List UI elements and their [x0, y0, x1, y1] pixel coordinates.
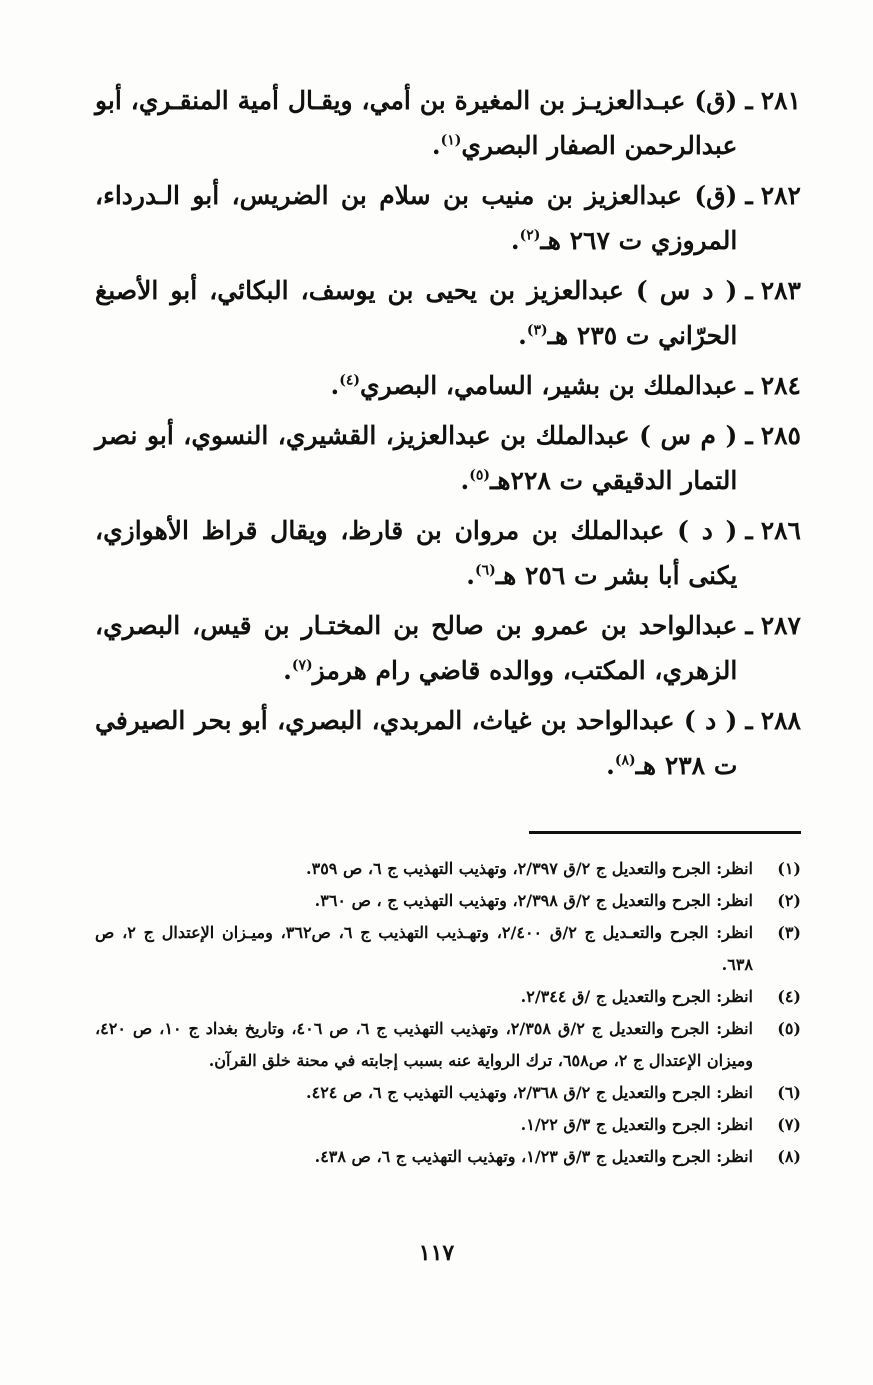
entry-text: عبدالواحد بن عمرو بن صالح بن المختـار بن قيس، البصري، الزهري، المكتب، ووالده قاضي رام هرمز: [95, 611, 738, 685]
entry-tail: .: [466, 561, 475, 590]
footnote-number: (١): [777, 859, 801, 878]
footnote-7: [95, 1109, 801, 1141]
entry-tail: .: [510, 226, 520, 255]
entry-dash: ـ: [745, 371, 753, 400]
entry-281: [95, 78, 801, 168]
entry-dash: ـ: [745, 706, 753, 735]
footnote-number: (٧): [777, 1115, 801, 1134]
entry-284: [95, 363, 801, 408]
entry-dash: ـ: [745, 276, 753, 305]
entry-283: [95, 268, 801, 358]
footnote-text: انظر: الجرح والتعـديل ج ٢/ق ٢/٤٠٠، وتهـذيب التهذيب ج ٦، ص٣٦٢، وميـزان الإعتدال ج ٢، ص ٦٣٨.: [95, 923, 754, 974]
footnote-number: (٨): [777, 1147, 801, 1166]
footnote-5: [95, 1013, 801, 1077]
entry-285: [95, 413, 801, 503]
entry-tail: .: [606, 751, 615, 780]
entry-text: (ق) عبـدالعزيـز بن المغيرة بن أمي، ويقـال أمية المنقـري، أبو عبدالرحمن الصفار البصري: [95, 86, 738, 160]
footnote-number: (٥): [777, 1019, 801, 1038]
entry-tail: .: [460, 466, 470, 495]
entry-text: عبدالملك بن بشير، السامي، البصري: [360, 371, 738, 400]
footnote-number: (٢): [777, 891, 801, 910]
entry-text-wrap: [95, 268, 737, 358]
entry-dash: ـ: [745, 611, 753, 640]
footnote-8: [95, 1141, 801, 1173]
footnote-text: انظر: الجرح والتعديل ج ٣/ق ١/٢٢.: [520, 1115, 753, 1134]
footnote-text: انظر: الجرح والتعديل ج ٣/ق ١/٢٣، وتهذيب التهذيب ج ٦، ص ٤٣٨.: [314, 1147, 753, 1166]
footnote-ref[interactable]: (٧): [291, 657, 313, 674]
entry-number: ٢٨٧: [760, 611, 801, 640]
entry-text-wrap: [95, 603, 737, 693]
entry-number: ٢٨٢: [760, 181, 801, 210]
footnote-text: انظر: الجرح والتعديل ج /ق ٢/٣٤٤.: [520, 987, 753, 1006]
entry-text: ( د ) عبدالملك بن مروان بن قارظ، ويقال قراظ الأهوازي، يكنى أبا بشر ت ٢٥٦ هـ: [95, 516, 738, 590]
page-number: ١١٧: [418, 1240, 455, 1266]
entry-282: [95, 173, 801, 263]
entry-tail: .: [330, 371, 340, 400]
entry-text-wrap: [95, 173, 737, 263]
footnote-4: [95, 981, 801, 1013]
footnote-ref[interactable]: (٨): [614, 752, 636, 769]
footnote-ref[interactable]: (٣): [526, 322, 548, 339]
entry-286: [95, 508, 801, 598]
entry-number: ٢٨٦: [760, 516, 801, 545]
footnote-ref[interactable]: (٦): [475, 562, 496, 579]
entry-text-wrap: [95, 413, 737, 503]
entry-text-wrap: [95, 508, 737, 598]
entry-tail: .: [431, 131, 441, 160]
entry-text: ( د ) عبدالواحد بن غياث، المربدي، البصري، أبو بحر الصيرفي ت ٢٣٨ هـ: [95, 706, 738, 780]
entry-number: ٢٨٥: [760, 421, 801, 450]
entry-number: ٢٨١: [760, 86, 801, 115]
entry-text-wrap: [95, 78, 737, 168]
footnote-ref[interactable]: (١): [440, 132, 462, 149]
footnote-3: [95, 917, 801, 981]
footnote-number: (٦): [777, 1083, 801, 1102]
footnote-text: انظر: الجرح والتعديل ج ٢/ق ٢/٣٩٨، وتهذيب التهذيب ج ، ص ٣٦٠.: [314, 891, 753, 910]
footnote-ref[interactable]: (٢): [519, 227, 541, 244]
entry-tail: .: [518, 321, 527, 350]
entry-287: [95, 603, 801, 693]
footnote-separator: [529, 831, 801, 834]
footnote-ref[interactable]: (٥): [469, 467, 490, 484]
footnote-6: [95, 1077, 801, 1109]
entry-dash: ـ: [745, 421, 753, 450]
footnote-text: انظر: الجرح والتعديل ج ٢/ق ٢/٣٦٨، وتهذيب التهذيب ج ٦، ص ٤٢٤.: [306, 1083, 753, 1102]
entry-288: [95, 698, 801, 788]
entry-dash: ـ: [745, 181, 753, 210]
entry-number: ٢٨٣: [760, 276, 801, 305]
footnote-1: [95, 853, 801, 885]
entry-number: ٢٨٤: [760, 371, 801, 400]
footnote-text: انظر: الجرح والتعديل ج ٢/ق ٢/٣٥٨، وتهذيب التهذيب ج ٦، ص ٤٠٦، وتاريخ بغداد ج ١٠، ص ٤٢٠، وميزان الإعتدال ج ٢، ص٦٥٨، ترك الرواية عنه بسبب إجابته في محنة خلق القرآن.: [95, 1019, 754, 1070]
entry-number: ٢٨٨: [760, 706, 801, 735]
entry-text-wrap: [95, 698, 737, 788]
entries-list: [95, 78, 801, 793]
entry-text: ( م س ) عبدالملك بن عبدالعزيز، القشيري، النسوي، أبو نصر التمار الدقيقي ت ٢٢٨هـ: [95, 421, 738, 495]
footnote-number: (٣): [777, 923, 801, 942]
entry-text: (ق) عبدالعزيز بن منيب بن سلام بن الضريس، أبو الـدرداء، المروزي ت ٢٦٧ هـ: [95, 181, 738, 255]
entry-dash: ـ: [745, 86, 753, 115]
entry-tail: .: [283, 656, 292, 685]
entry-text: ( د س ) عبدالعزيز بن يحيى بن يوسف، البكائي، أبو الأصبغ الحرّاني ت ٢٣٥ هـ: [95, 276, 738, 350]
entry-text-wrap: [95, 363, 737, 408]
footnote-number: (٤): [777, 987, 801, 1006]
footnotes-list: [95, 853, 801, 1173]
entry-dash: ـ: [745, 516, 753, 545]
footnote-ref[interactable]: (٤): [339, 372, 361, 389]
footnote-text: انظر: الجرح والتعديل ج ٢/ق ٢/٣٩٧، وتهذيب التهذيب ج ٦، ص ٣٥٩.: [306, 859, 753, 878]
footnote-2: [95, 885, 801, 917]
